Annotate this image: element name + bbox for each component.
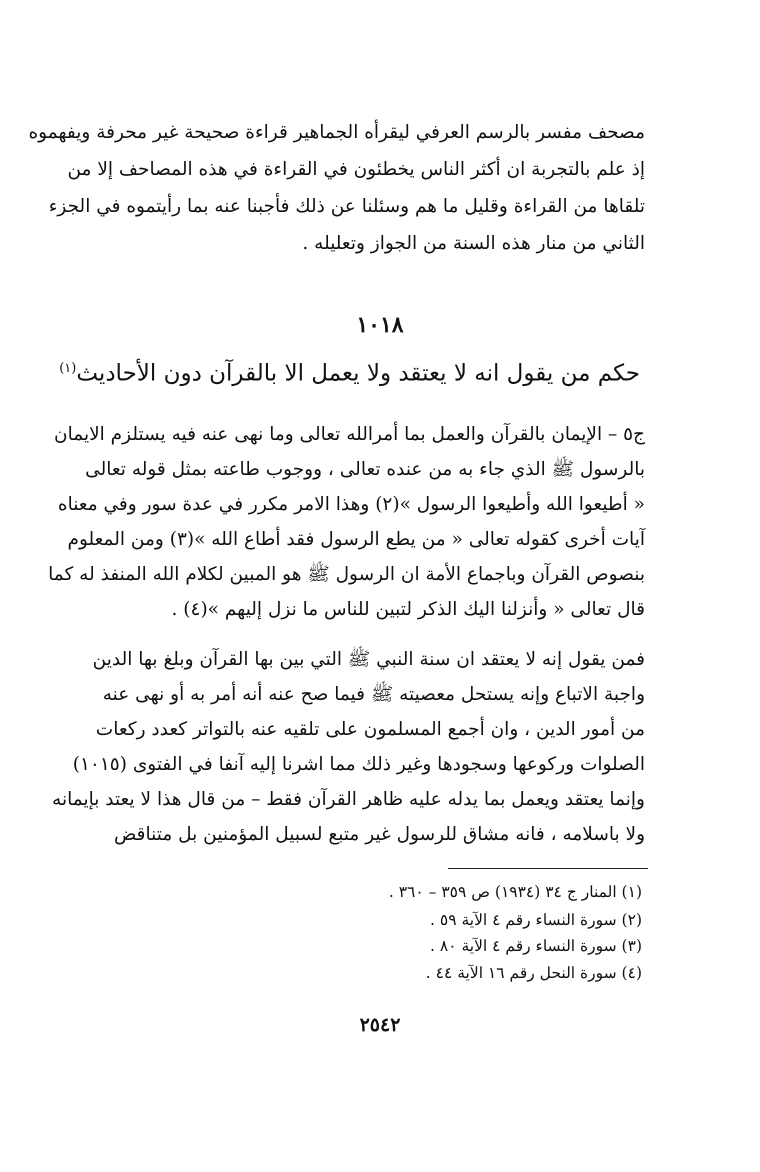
text-line: الصلوات وركوعها وسجودها وغير ذلك مما اشرنا إليه آنفا في الفتوى (١٠١٥) <box>72 754 645 775</box>
text-line: آيات أخرى كقوله تعالى « من يطع الرسول فقد أطاع الله »(٣) ومن المعلوم <box>67 529 645 550</box>
footnote-item: (١) المنار ج ٣٤ (١٩٣٤) ص ٣٥٩ – ٣٦٠ . <box>388 883 642 901</box>
text-line: فمن يقول إنه لا يعتقد ان سنة النبي ﷺ التي بين بها القرآن وبلغ بها الدين <box>92 649 645 670</box>
text-line: الثاني من منار هذه السنة من الجواز وتعليله . <box>302 233 645 254</box>
section-heading <box>0 352 760 391</box>
text-line: ولا باسلامه ، فانه مشاق للرسول غير متبع لسبيل المؤمنين بل متناقض <box>114 824 645 845</box>
text-line: قال تعالى « وأنزلنا اليك الذكر لتبين للناس ما نزل إليهم »(٤) . <box>171 599 645 620</box>
text-line: تلقاها من القراءة وقليل ما هم وسئلنا عن ذلك فأجبنا عنه بما رأيتموه في الجزء <box>48 196 645 217</box>
footnote-item: (٤) سورة النحل رقم ١٦ الآية ٤٤ . <box>425 964 642 982</box>
text-line: بالرسول ﷺ الذي جاء به من عنده تعالى ، ووجوب طاعته بمثل قوله تعالى <box>85 459 645 480</box>
text-line: ج٥ – الإيمان بالقرآن والعمل بما أمرالله تعالى وما نهى عنه فيه يستلزم الايمان <box>54 424 645 445</box>
footnote-item: (٢) سورة النساء رقم ٤ الآية ٥٩ . <box>430 911 642 929</box>
footnote-item: (٣) سورة النساء رقم ٤ الآية ٨٠ . <box>430 937 642 955</box>
footnote-mark: (١) <box>59 361 77 376</box>
text-line: « أطيعوا الله وأطيعوا الرسول »(٢) وهذا الامر مكرر في عدة سور وفي معناه <box>57 494 645 515</box>
text-line: مصحف مفسر بالرسم العرفي ليقرأه الجماهير قراءة صحيحة غير محرفة ويفهموه <box>28 122 645 143</box>
heading-text: حكم من يقول انه لا يعتقد ولا يعمل الا بالقرآن دون الأحاديث <box>76 360 640 387</box>
text-line: واجبة الاتباع وإنه يستحل معصيته ﷺ فيما صح عنه أنه أمر به أو نهى عنه <box>102 684 645 705</box>
section-number: ١٠١٨ <box>356 312 404 338</box>
text-line: بنصوص القرآن وباجماع الأمة ان الرسول ﷺ هو المبين لكلام الله المنفذ له كما <box>48 564 645 585</box>
page-number: ٢٥٤٢ <box>359 1014 401 1036</box>
text-line: وإنما يعتقد ويعمل بما يدله عليه ظاهر القرآن فقط – من قال هذا لا يعتد بإيمانه <box>52 789 645 810</box>
text-line: من أمور الدين ، وان أجمع المسلمون على تلقيه عنه بالتواتر كعدد ركعات <box>95 719 645 740</box>
text-line: إذ علم بالتجربة ان أكثر الناس يخطئون في القراءة في هذه المصاحف إلا من <box>67 159 645 180</box>
footnote-divider <box>448 868 648 869</box>
